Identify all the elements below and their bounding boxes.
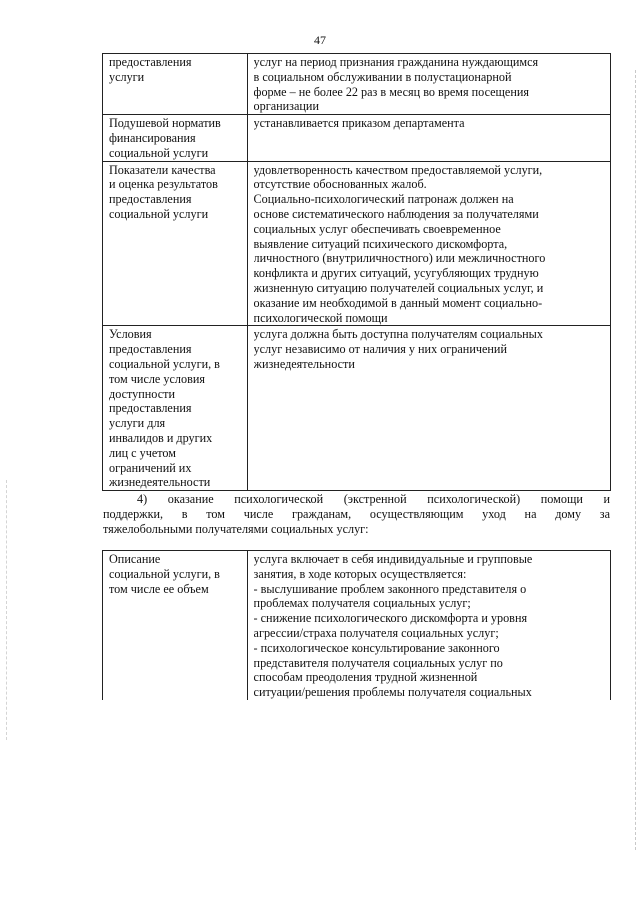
- value-line: занятия, в ходе которых осуществляется:: [253, 566, 467, 581]
- table-row: [103, 54, 611, 115]
- label-line: социальной услуги: [109, 206, 209, 221]
- page-number: 47: [314, 33, 326, 47]
- row-value: [247, 115, 610, 161]
- table-row: [103, 551, 611, 700]
- label-line: жизнедеятельности: [109, 475, 211, 490]
- value-line: в социальном обслуживании в полустационарной: [253, 69, 512, 84]
- label-line: ограничений их: [109, 460, 192, 475]
- label-line: инвалидов и других: [109, 430, 213, 445]
- row-value: [247, 326, 610, 491]
- value-line: устанавливается приказом департамента: [253, 116, 465, 131]
- label-line: Условия: [109, 327, 152, 342]
- label-line: предоставления: [109, 55, 192, 69]
- value-line: выявление ситуаций психического дискомфорта,: [253, 236, 508, 251]
- service-table: [102, 53, 611, 491]
- label-line: том числе условия: [109, 371, 205, 386]
- value-line: услуг на период признания гражданина нуждающимся: [253, 55, 539, 69]
- row-value: [247, 551, 610, 700]
- label-line: социальной услуги, в: [109, 566, 220, 581]
- value-line: - снижение психологического дискомфорта и уровня: [253, 611, 528, 626]
- value-line: организации: [253, 99, 319, 114]
- label-line: финансирования: [109, 130, 196, 145]
- label-line: Описание: [109, 552, 161, 566]
- value-line: - психологическое консультирование законного: [253, 640, 500, 655]
- label-line: том числе ее объем: [109, 581, 209, 596]
- label-line: предоставления: [109, 342, 192, 357]
- value-line: услуга должна быть доступна получателям социальных: [253, 327, 543, 342]
- value-line: Социально-психологический патронаж должен на: [253, 192, 514, 207]
- label-line: и оценка результатов: [109, 177, 218, 192]
- label-line: предоставления: [109, 401, 192, 416]
- value-line: социальных услуг обеспечивать своевременное: [253, 221, 501, 236]
- value-line: основе систематического наблюдения за получателями: [253, 206, 539, 221]
- value-line: жизненную ситуацию получателей социальных услуг, и: [253, 280, 544, 295]
- label-line: доступности: [109, 386, 175, 401]
- value-line: конфликта и других ситуаций, усугубляющих трудную: [253, 266, 539, 281]
- label-line: предоставления: [109, 192, 192, 207]
- row-label: [103, 326, 248, 491]
- value-line: услуг независимо от наличия у них ограничений: [253, 342, 507, 357]
- label-line: лиц с учетом: [109, 445, 177, 460]
- paragraph-line: 4) оказание психологической (экстренной психологической) помощи и: [137, 492, 610, 506]
- value-line: психологической помощи: [253, 310, 388, 325]
- table-row: [103, 161, 611, 326]
- paragraph-line: тяжелобольными получателями социальных услуг:: [103, 522, 369, 536]
- value-line: жизнедеятельности: [253, 356, 355, 371]
- scan-edge: [6, 480, 8, 740]
- row-label: [103, 161, 248, 326]
- value-line: личностного (внутриличностного) или межличностного: [253, 251, 546, 266]
- value-line: способам преодоления трудной жизненной: [253, 670, 478, 685]
- row-value: [247, 161, 610, 326]
- value-line: форме – не более 22 раз в месяц во время посещения: [253, 84, 529, 99]
- value-line: проблемах получателя социальных услуг;: [253, 596, 471, 611]
- value-line: - выслушивание проблем законного представителя о: [253, 581, 527, 596]
- value-line: удовлетворенность качеством предоставляемой услуги,: [253, 162, 543, 177]
- table-row: [103, 326, 611, 491]
- value-line: представителя получателя социальных услуг по: [253, 655, 503, 670]
- value-line: услуга включает в себя индивидуальные и групповые: [253, 552, 533, 566]
- row-label: [103, 115, 248, 161]
- paragraph-line: поддержки, в том числе гражданам, осуществляющим уход на дому за: [103, 507, 610, 521]
- row-label: [103, 551, 248, 700]
- label-line: Подушевой норматив: [109, 116, 221, 131]
- section-paragraph: [103, 492, 610, 537]
- value-line: оказание им необходимой в данный момент социально-: [253, 295, 543, 310]
- label-line: Показатели качества: [109, 162, 216, 177]
- value-line: отсутствие обоснованных жалоб.: [253, 177, 427, 192]
- value-line: ситуации/решения проблемы получателя социальных: [253, 685, 532, 700]
- row-value: [247, 54, 610, 115]
- scan-edge: [634, 70, 636, 850]
- label-line: услуги: [109, 69, 145, 84]
- label-line: социальной услуги: [109, 145, 209, 160]
- label-line: социальной услуги, в: [109, 356, 220, 371]
- value-line: агрессии/страха получателя социальных услуг;: [253, 625, 499, 640]
- label-line: услуги для: [109, 416, 166, 431]
- service-table: [102, 550, 611, 700]
- row-label: [103, 54, 248, 115]
- table-row: [103, 115, 611, 161]
